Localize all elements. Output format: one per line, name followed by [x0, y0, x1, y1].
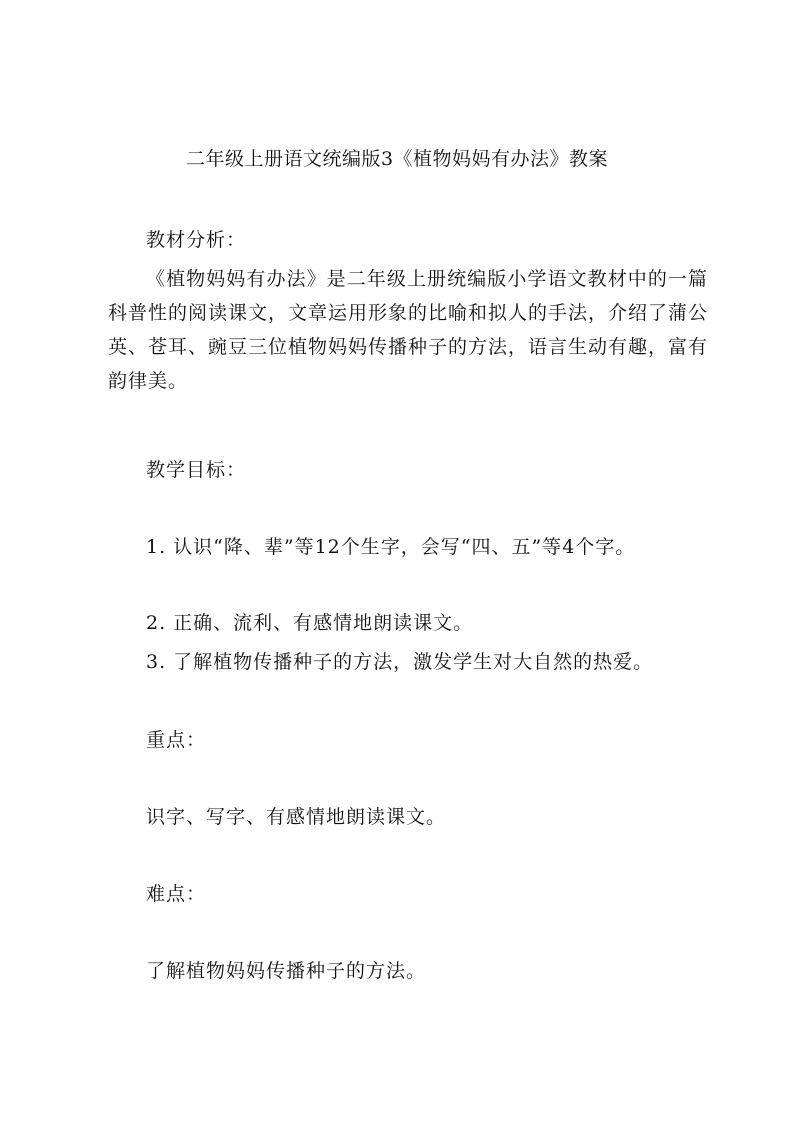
- goals-heading: 教学目标：: [146, 459, 247, 481]
- key-point-text: 识字、写字、有感情地朗读课文。: [146, 806, 447, 828]
- difficulty-text: 了解植物妈妈传播种子的方法。: [146, 960, 427, 982]
- difficulty-heading: 难点：: [146, 883, 207, 905]
- key-point-heading: 重点：: [146, 729, 207, 751]
- goal-item-2: 2. 正确、流利、有感情地朗读课文。: [146, 612, 474, 634]
- analysis-paragraph: 《植物妈妈有办法》是二年级上册统编版小学语文教材中的一篇科普性的阅读课文，文章运用形象的比喻和拟人的手法，介绍了蒲公英、苍耳、豌豆三位植物妈妈传播种子的方法，语言生动有趣，富有韵律美。: [108, 268, 709, 392]
- analysis-heading: 教材分析：: [146, 229, 247, 251]
- document-title: 二年级上册语文统编版3《植物妈妈有办法》教案: [185, 148, 609, 170]
- goal-item-3: 3. 了解植物传播种子的方法，激发学生对大自然的热爱。: [146, 651, 654, 673]
- goal-item-1: 1. 认识“降、辈”等12个生字，会写“四、五”等4个字。: [146, 536, 636, 558]
